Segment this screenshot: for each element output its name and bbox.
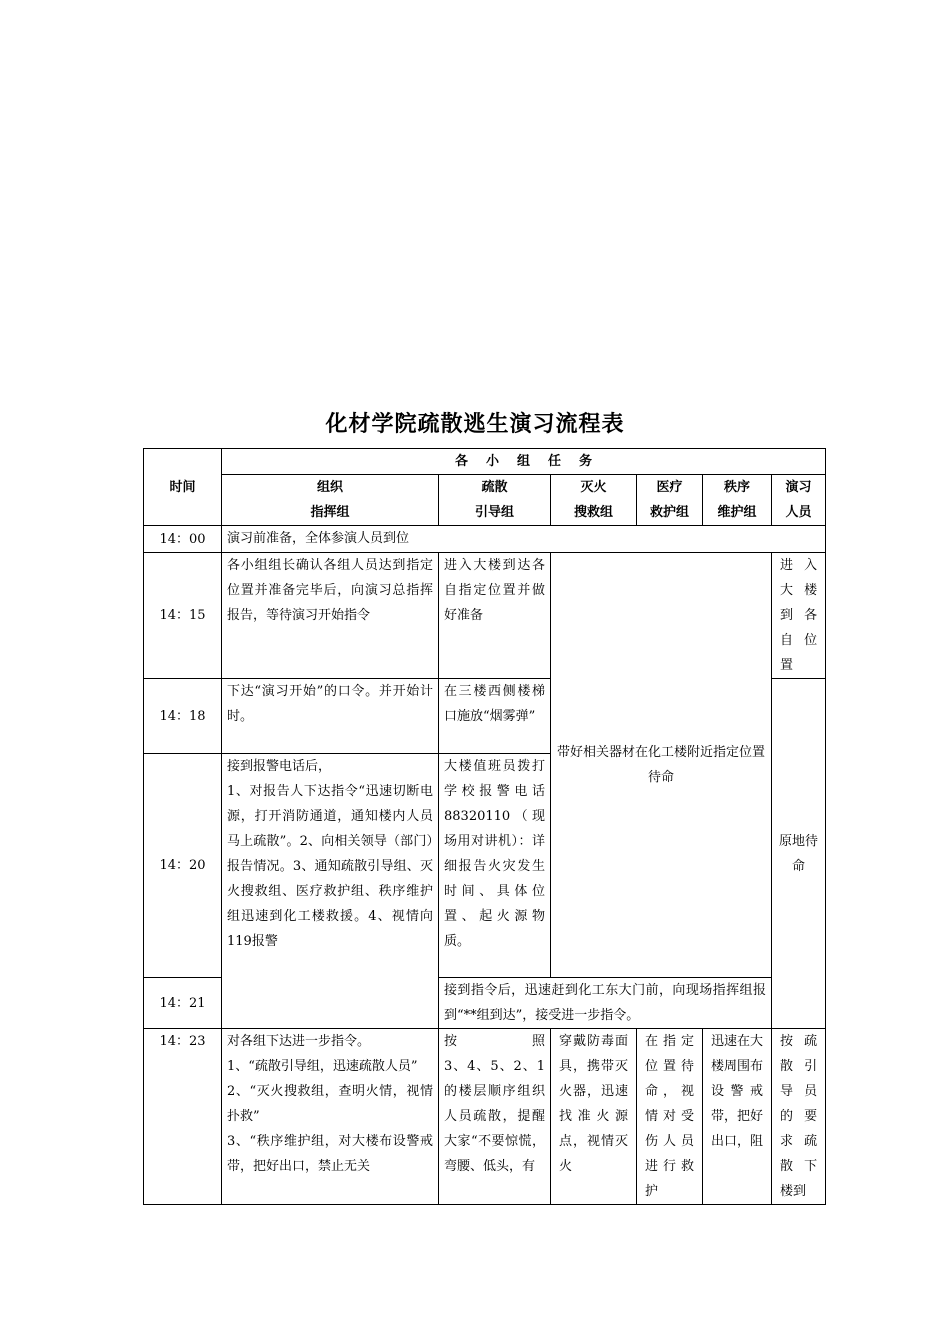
time-cell: 14：00 (144, 526, 222, 553)
header-row-1 (144, 449, 826, 475)
header-medical-group: 医疗 救护组 (637, 475, 703, 526)
task-cell-all: 演习前准备，全体参演人员到位 (222, 526, 826, 553)
task-cell-command: 各小组组长确认各组人员达到指定位置并准备完毕后，向演习总指挥报告，等待演习开始指令 (222, 553, 439, 679)
task-cell-firefight: 穿戴防毒面具，携带灭火器，迅速找准火源点，视情灭火 (551, 1029, 637, 1205)
header-firefight-group: 灭火 搜救组 (551, 475, 637, 526)
header-row-2 (144, 475, 826, 526)
task-cell-evacuation: 进入大楼到达各自指定位置并做好准备 (439, 553, 551, 679)
table-row (144, 1029, 826, 1205)
table-row (144, 553, 826, 679)
task-cell-command: 下达“演习开始”的口令。并开始计时。 (222, 679, 439, 754)
task-cell-command: 接到报警电话后， 1、对报告人下达指令“迅速切断电源，打开消防通道，通知楼内人员马上疏散”。2、向相关领导（部门）报告情况。3、通知疏散引导组、灭火搜救组、医疗救护组、秩序维护组迅速到化工楼救援。4、视情向119报警 (222, 754, 439, 1029)
header-time: 时间 (144, 449, 222, 526)
header-participants: 演习 人员 (772, 475, 826, 526)
task-cell-medical: 在指定位置待命，视情对受伤人员进行救护 (637, 1029, 703, 1205)
task-cell-participants: 原地待命 (772, 679, 826, 1029)
drill-flow-table (143, 448, 826, 1205)
time-cell: 14：21 (144, 978, 222, 1029)
header-order-group: 秩序 维护组 (703, 475, 772, 526)
header-command-group: 组织 指挥组 (222, 475, 439, 526)
page-title: 化材学院疏散逃生演习流程表 (325, 412, 625, 437)
task-cell-standby: 带好相关器材在化工楼附近指定位置待命 (551, 553, 772, 978)
time-cell: 14：18 (144, 679, 222, 754)
header-evacuation-group: 疏散 引导组 (439, 475, 551, 526)
task-cell-participants: 进入大楼到各自位置 (772, 553, 826, 679)
task-cell-order: 迅速在大楼周围布设警戒带，把好出口，阻 (703, 1029, 772, 1205)
time-cell: 14：23 (144, 1029, 222, 1205)
task-cell-evacuation: 按 照 3、4、5、2、1的楼层顺序组织人员疏散，提醒大家“不要惊慌，弯腰、低头，有 (439, 1029, 551, 1205)
time-cell: 14：15 (144, 553, 222, 679)
task-cell-command: 对各组下达进一步指令。 1、“疏散引导组，迅速疏散人员” 2、“灭火搜救组，查明火情，视情扑救” 3、“秩序维护组，对大楼布设警戒带，把好出口，禁止无关 (222, 1029, 439, 1205)
task-cell-evacuation: 大楼值班员拨打学校报警电话 88320110（现场用对讲机）：详细报告火灾发生时间、具体位置、起火源物质。 (439, 754, 551, 978)
time-cell: 14：20 (144, 754, 222, 978)
header-group-tasks: 各小组任务 (222, 449, 826, 475)
task-cell-report: 接到指令后，迅速赶到化工东大门前，向现场指挥组报到“**组到达”，接受进一步指令。 (439, 978, 772, 1029)
task-cell-participants: 按疏散引导员的要求疏散下楼到 (772, 1029, 826, 1205)
table-row (144, 526, 826, 553)
task-cell-evacuation: 在三楼西侧楼梯口施放“烟雾弹” (439, 679, 551, 754)
